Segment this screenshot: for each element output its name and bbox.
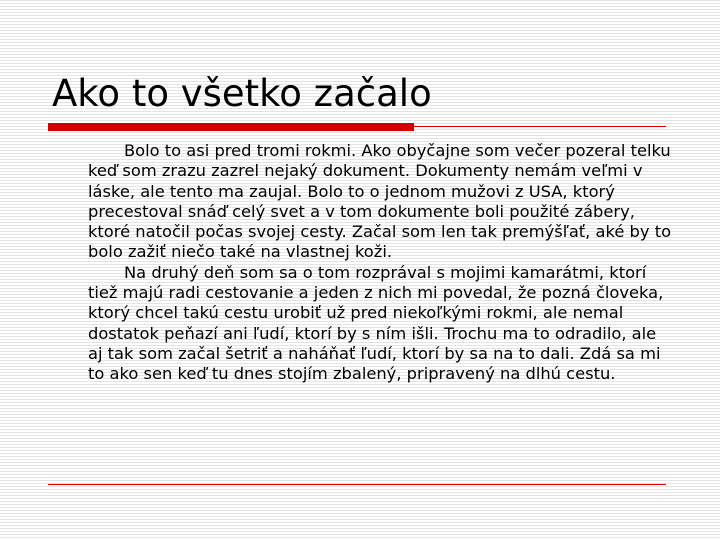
body-paragraph-1: Bolo to asi pred tromi rokmi. Ako obyčajne som večer pozeral telku keď som zrazu zazrel nejaký dokument. Dokumenty nemám veľmi v láske, ale tento ma zaujal. Bolo to o jednom mužovi z USA, ktorý precestoval snáď celý svet a v tom dokumente boli použité zábery, ktoré natočil počas svojej cesty. Začal som len tak premýšľať, aké by to bolo zažiť niečo také na vlastnej koži. xyxy=(88,141,672,262)
slide-title: Ako to všetko začalo xyxy=(52,72,432,115)
title-accent-line xyxy=(414,126,666,127)
footer-divider xyxy=(48,484,666,485)
title-accent-bar xyxy=(48,123,414,131)
body-paragraph-2: Na druhý deň som sa o tom rozprával s mojimi kamarátmi, ktorí tiež majú radi cestovanie a jeden z nich mi povedal, že pozná človeka, ktorý chcel takú cestu urobiť už pred niekoľkými rokmi, ale nemal dostatok peňazí ani ľudí, ktorí by s ním išli. Trochu ma to odradilo, ale aj tak som začal šetriť a naháňať ľudí, ktorí by sa na to dali. Zdá sa mi to ako sen keď tu dnes stojím zbalený, pripravený na dlhú cestu. xyxy=(88,262,664,384)
slide-body xyxy=(88,141,673,385)
